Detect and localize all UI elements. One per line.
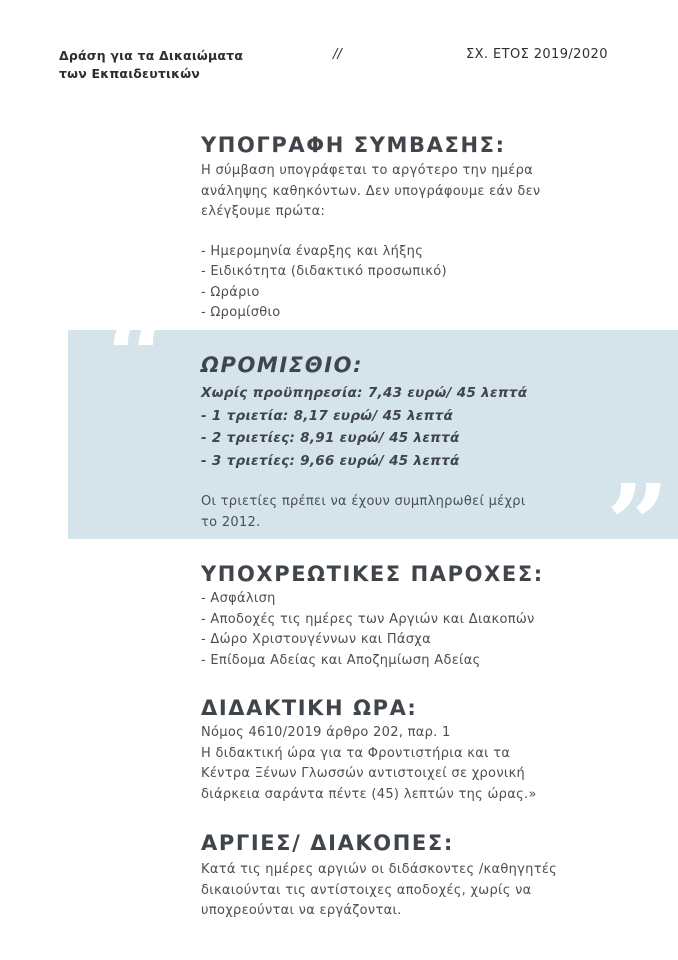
list-item: - Ασφάλιση [201, 591, 276, 606]
text-line: υποχρεούνται να εργάζονται. [201, 903, 402, 918]
signature-text-line: ελέγξουμε πρώτα: [201, 204, 326, 219]
benefits-section [201, 561, 641, 671]
teaching-hour-text [201, 723, 641, 805]
signature-section [201, 132, 641, 324]
list-item: - Επίδομα Αδείας και Αποζημίωση Αδείας [201, 652, 481, 668]
text-line: Κέντρα Ξένων Γλωσσών αντιστοιχεί σε χρονική [201, 766, 526, 781]
signature-heading: ΥΠΟΓΡΑΦΗ ΣΥΜΒΑΣΗΣ: [201, 133, 506, 157]
text-line: δικαιούνται τις αντίστοιχες αποδοχές, χωρίς να [201, 882, 532, 898]
open-quote-icon: “ [106, 292, 170, 421]
holidays-section [201, 830, 641, 922]
benefits-heading: ΥΠΟΧΡΕΩΤΙΚΕΣ ΠΑΡΟΧΕΣ: [201, 562, 544, 586]
list-item: - Δώρο Χριστουγέννων και Πάσχα [201, 632, 431, 647]
signature-text-line: Η σύμβαση υπογράφεται το αργότερο την ημέρα [201, 163, 534, 178]
note-line: Οι τριετίες πρέπει να έχουν συμπληρωθεί μέχρι [201, 494, 526, 509]
holidays-text [201, 860, 641, 922]
text-line: Κατά τις ημέρες αργιών οι διδάσκοντες /καθηγητές [201, 862, 558, 877]
list-item: - Αποδοχές τις ημέρες των Αργιών και Διακοπών [201, 611, 535, 627]
teaching-hour-section [201, 695, 641, 805]
signature-text [201, 161, 641, 223]
hourly-wage-heading: ΩΡΟΜΙΣΘΙΟ: [201, 353, 364, 377]
text-line: διάρκεια σαράντα πέντε (45) λεπτών της ώρας.» [201, 786, 537, 802]
hourly-wage-rates [201, 382, 641, 472]
hourly-wage-note [201, 492, 641, 533]
organization-name-line2: των Εκπαιδευτικών [59, 66, 200, 81]
school-year: ΣΧ. ΕΤΟΣ 2019/2020 [466, 47, 608, 62]
list-item: - Ωράριο [201, 284, 260, 300]
organization-name-line1: Δράση για τα Δικαιώματα [59, 48, 244, 63]
hourly-wage-section [201, 352, 641, 533]
signature-checklist [201, 242, 641, 324]
rate-row: - 2 τριετίες: 8,91 ευρώ/ 45 λεπτά [201, 430, 460, 446]
header-separator: // [333, 47, 342, 62]
holidays-heading: ΑΡΓΙΕΣ/ ΔΙΑΚΟΠΕΣ: [201, 831, 454, 855]
signature-text-line: ανάληψης καθηκόντων. Δεν υπογράφουμε εάν δεν [201, 183, 541, 199]
list-item: - Ειδικότητα (διδακτικό προσωπικό) [201, 264, 447, 279]
text-line: Η διδακτική ώρα για τα Φροντιστήρια και τα [201, 745, 511, 761]
rate-row: - 1 τριετία: 8,17 ευρώ/ 45 λεπτά [201, 407, 454, 424]
rate-row: - 3 τριετίες: 9,66 ευρώ/ 45 λεπτά [201, 452, 460, 469]
list-item: - Ωρομίσθιο [201, 305, 281, 320]
rate-row: Χωρίς προϋπηρεσία: 7,43 ευρώ/ 45 λεπτά [201, 385, 528, 401]
benefits-list [201, 589, 641, 671]
teaching-hour-heading: ΔΙΔΑΚΤΙΚΗ ΩΡΑ: [201, 696, 418, 720]
close-quote-icon: ” [606, 460, 670, 589]
note-line: το 2012. [201, 514, 261, 530]
text-line: Νόμος 4610/2019 άρθρο 202, παρ. 1 [201, 725, 451, 740]
organization-name [59, 47, 243, 83]
list-item: - Ημερομηνία έναρξης και λήξης [201, 243, 424, 259]
